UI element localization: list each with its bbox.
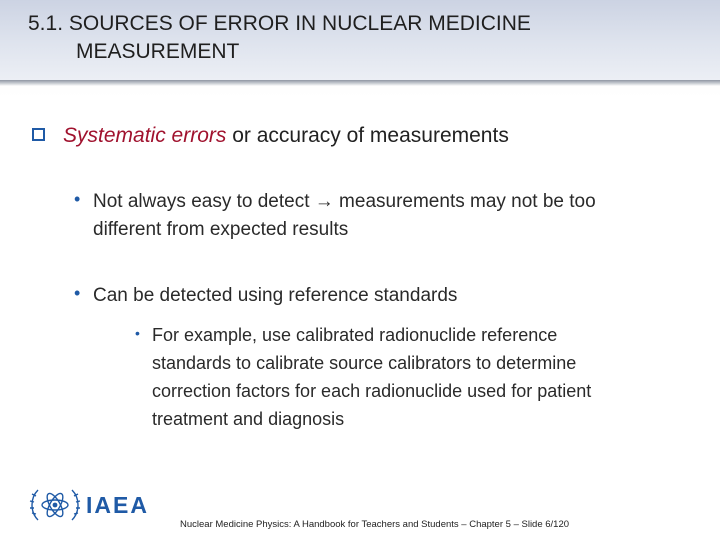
title-divider	[0, 80, 720, 86]
example-line: For example, use calibrated radionuclide reference	[152, 325, 558, 345]
bullet-dot-icon: •	[135, 325, 140, 341]
example-line: standards to calibrate source calibrators to determine	[152, 353, 577, 373]
point-accent-text: Systematic errors	[63, 124, 227, 147]
point-rest-text: or accuracy of measurements	[226, 124, 509, 147]
slide-title-line2: MEASUREMENT	[76, 40, 240, 63]
subpoint-detect-line2: different from expected results	[93, 219, 349, 240]
iaea-logo-text: IAEA	[86, 492, 149, 518]
subpoint-reference-standards: Can be detected using reference standards	[93, 285, 458, 306]
slide-title-line1: 5.1. SOURCES OF ERROR IN NUCLEAR MEDICINE	[28, 12, 531, 35]
subpoint-detect-before: Not always easy to detect	[93, 191, 315, 212]
iaea-atom-olive-wreath-icon	[28, 484, 82, 528]
subsubpoint-example	[152, 321, 591, 433]
subpoint-detect-after: measurements may not be too	[333, 191, 596, 212]
checkbox-bullet-icon	[32, 128, 45, 141]
subpoint-detect	[93, 188, 596, 244]
example-line: correction factors for each radionuclide used for patient	[152, 381, 592, 401]
right-arrow-icon: →	[314, 191, 334, 212]
footer-caption: Nuclear Medicine Physics: A Handbook for Teachers and Students – Chapter 5 – Slide 6/120	[180, 519, 570, 530]
subpoint-detect-line1	[93, 188, 596, 216]
bullet-dot-icon: •	[74, 189, 81, 209]
bullet-dot-icon: •	[74, 283, 81, 303]
point-systematic-errors	[63, 124, 509, 148]
example-line: treatment and diagnosis	[152, 409, 345, 429]
